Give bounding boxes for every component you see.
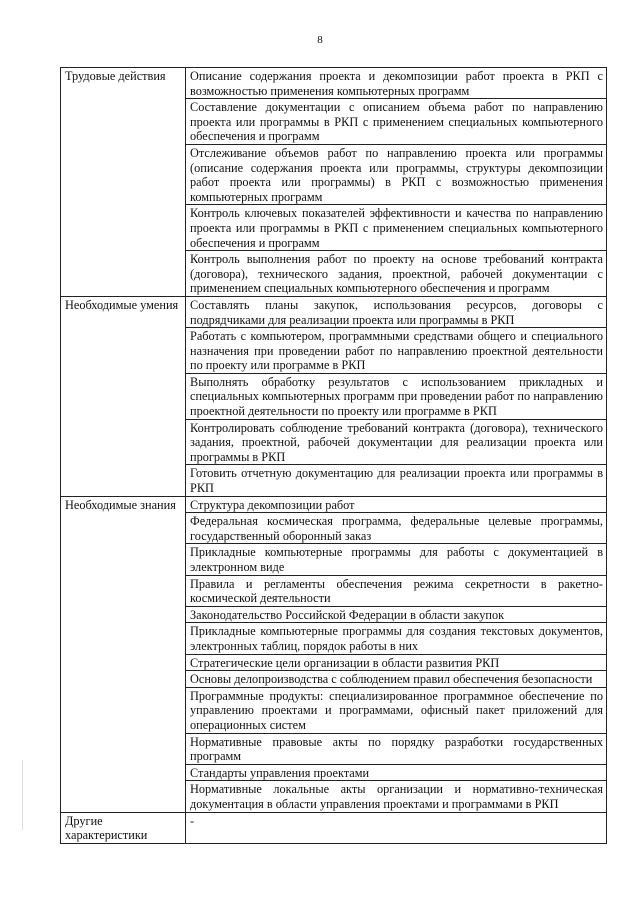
section-label: Другие характеристики (61, 812, 186, 843)
requirement-cell: Готовить отчетную документацию для реализации проекта или программы в РКП (186, 465, 607, 496)
requirement-cell: Стандарты управления проектами (186, 764, 607, 781)
table-row (61, 496, 607, 513)
scan-artifact-line (22, 760, 23, 830)
requirement-cell: Составлять планы закупок, использования ресурсов, договоры с подрядчиками для реализации проекта или программы в РКП (186, 296, 607, 327)
section-label: Необходимые умения (61, 296, 186, 496)
requirement-cell: Программные продукты: специализированное программное обеспечение по управлению проектами и программами, офисный пакет приложений для операционных систем (186, 687, 607, 733)
section-label: Необходимые знания (61, 496, 186, 812)
requirement-cell: Прикладные компьютерные программы для работы с документацией в электронном виде (186, 544, 607, 575)
requirement-cell: Структура декомпозиции работ (186, 496, 607, 513)
requirements-table (60, 67, 607, 844)
requirement-cell: - (186, 812, 607, 843)
table-row (61, 68, 607, 99)
requirement-cell: Прикладные компьютерные программы для создания текстовых документов, электронных таблиц, порядок работы в них (186, 623, 607, 654)
table-row (61, 296, 607, 327)
requirement-cell: Контроль ключевых показателей эффективности и качества по направлению проекта или программы в РКП с применением специальных компьютерного обеспечения и программ (186, 205, 607, 251)
requirement-cell: Выполнять обработку результатов с использованием прикладных и специальных компьютерных программ при проведении работ по направлению проектной деятельности по проекту или программе в РКП (186, 373, 607, 419)
requirement-cell: Законодательство Российской Федерации в области закупок (186, 606, 607, 623)
requirement-cell: Работать с компьютером, программными средствами общего и специального назначения при проведении работ по направлению проектной деятельности по проекту или программе в РКП (186, 328, 607, 374)
requirement-cell: Правила и регламенты обеспечения режима секретности в ракетно-космической деятельности (186, 575, 607, 606)
table-row (61, 812, 607, 843)
requirement-cell: Отслеживание объемов работ по направлению проекта или программы (описание содержания проекта или программы, структуры декомпозиции работ проекта или программы) в РКП с возможностью применения компьютерных программ (186, 144, 607, 204)
requirement-cell: Нормативные локальные акты организации и нормативно-техническая документация в области управления проектами и программами в РКП (186, 781, 607, 812)
requirement-cell: Контролировать соблюдение требований контракта (договора), технического задания, проектной, рабочей документации для реализации проекта или программы в РКП (186, 419, 607, 465)
requirement-cell: Федеральная космическая программа, федеральные целевые программы, государственный оборонный заказ (186, 513, 607, 544)
requirement-cell: Нормативные правовые акты по порядку разработки государственных программ (186, 733, 607, 764)
section-label: Трудовые действия (61, 68, 186, 297)
requirement-cell: Основы делопроизводства с соблюдением правил обеспечения безопасности (186, 671, 607, 688)
requirement-cell: Контроль выполнения работ по проекту на основе требований контракта (договора), технического задания, проектной, рабочей документации с применением специальных компьютерного обеспечения и программ (186, 251, 607, 297)
requirement-cell: Составление документации с описанием объема работ по направлению проекта или программы в РКП с применением специальных компьютерного обеспечения и программ (186, 99, 607, 145)
page-number: 8 (317, 34, 323, 46)
requirement-cell: Стратегические цели организации в области развития РКП (186, 654, 607, 671)
requirement-cell: Описание содержания проекта и декомпозиции работ проекта в РКП с возможностью применения компьютерных программ (186, 68, 607, 99)
